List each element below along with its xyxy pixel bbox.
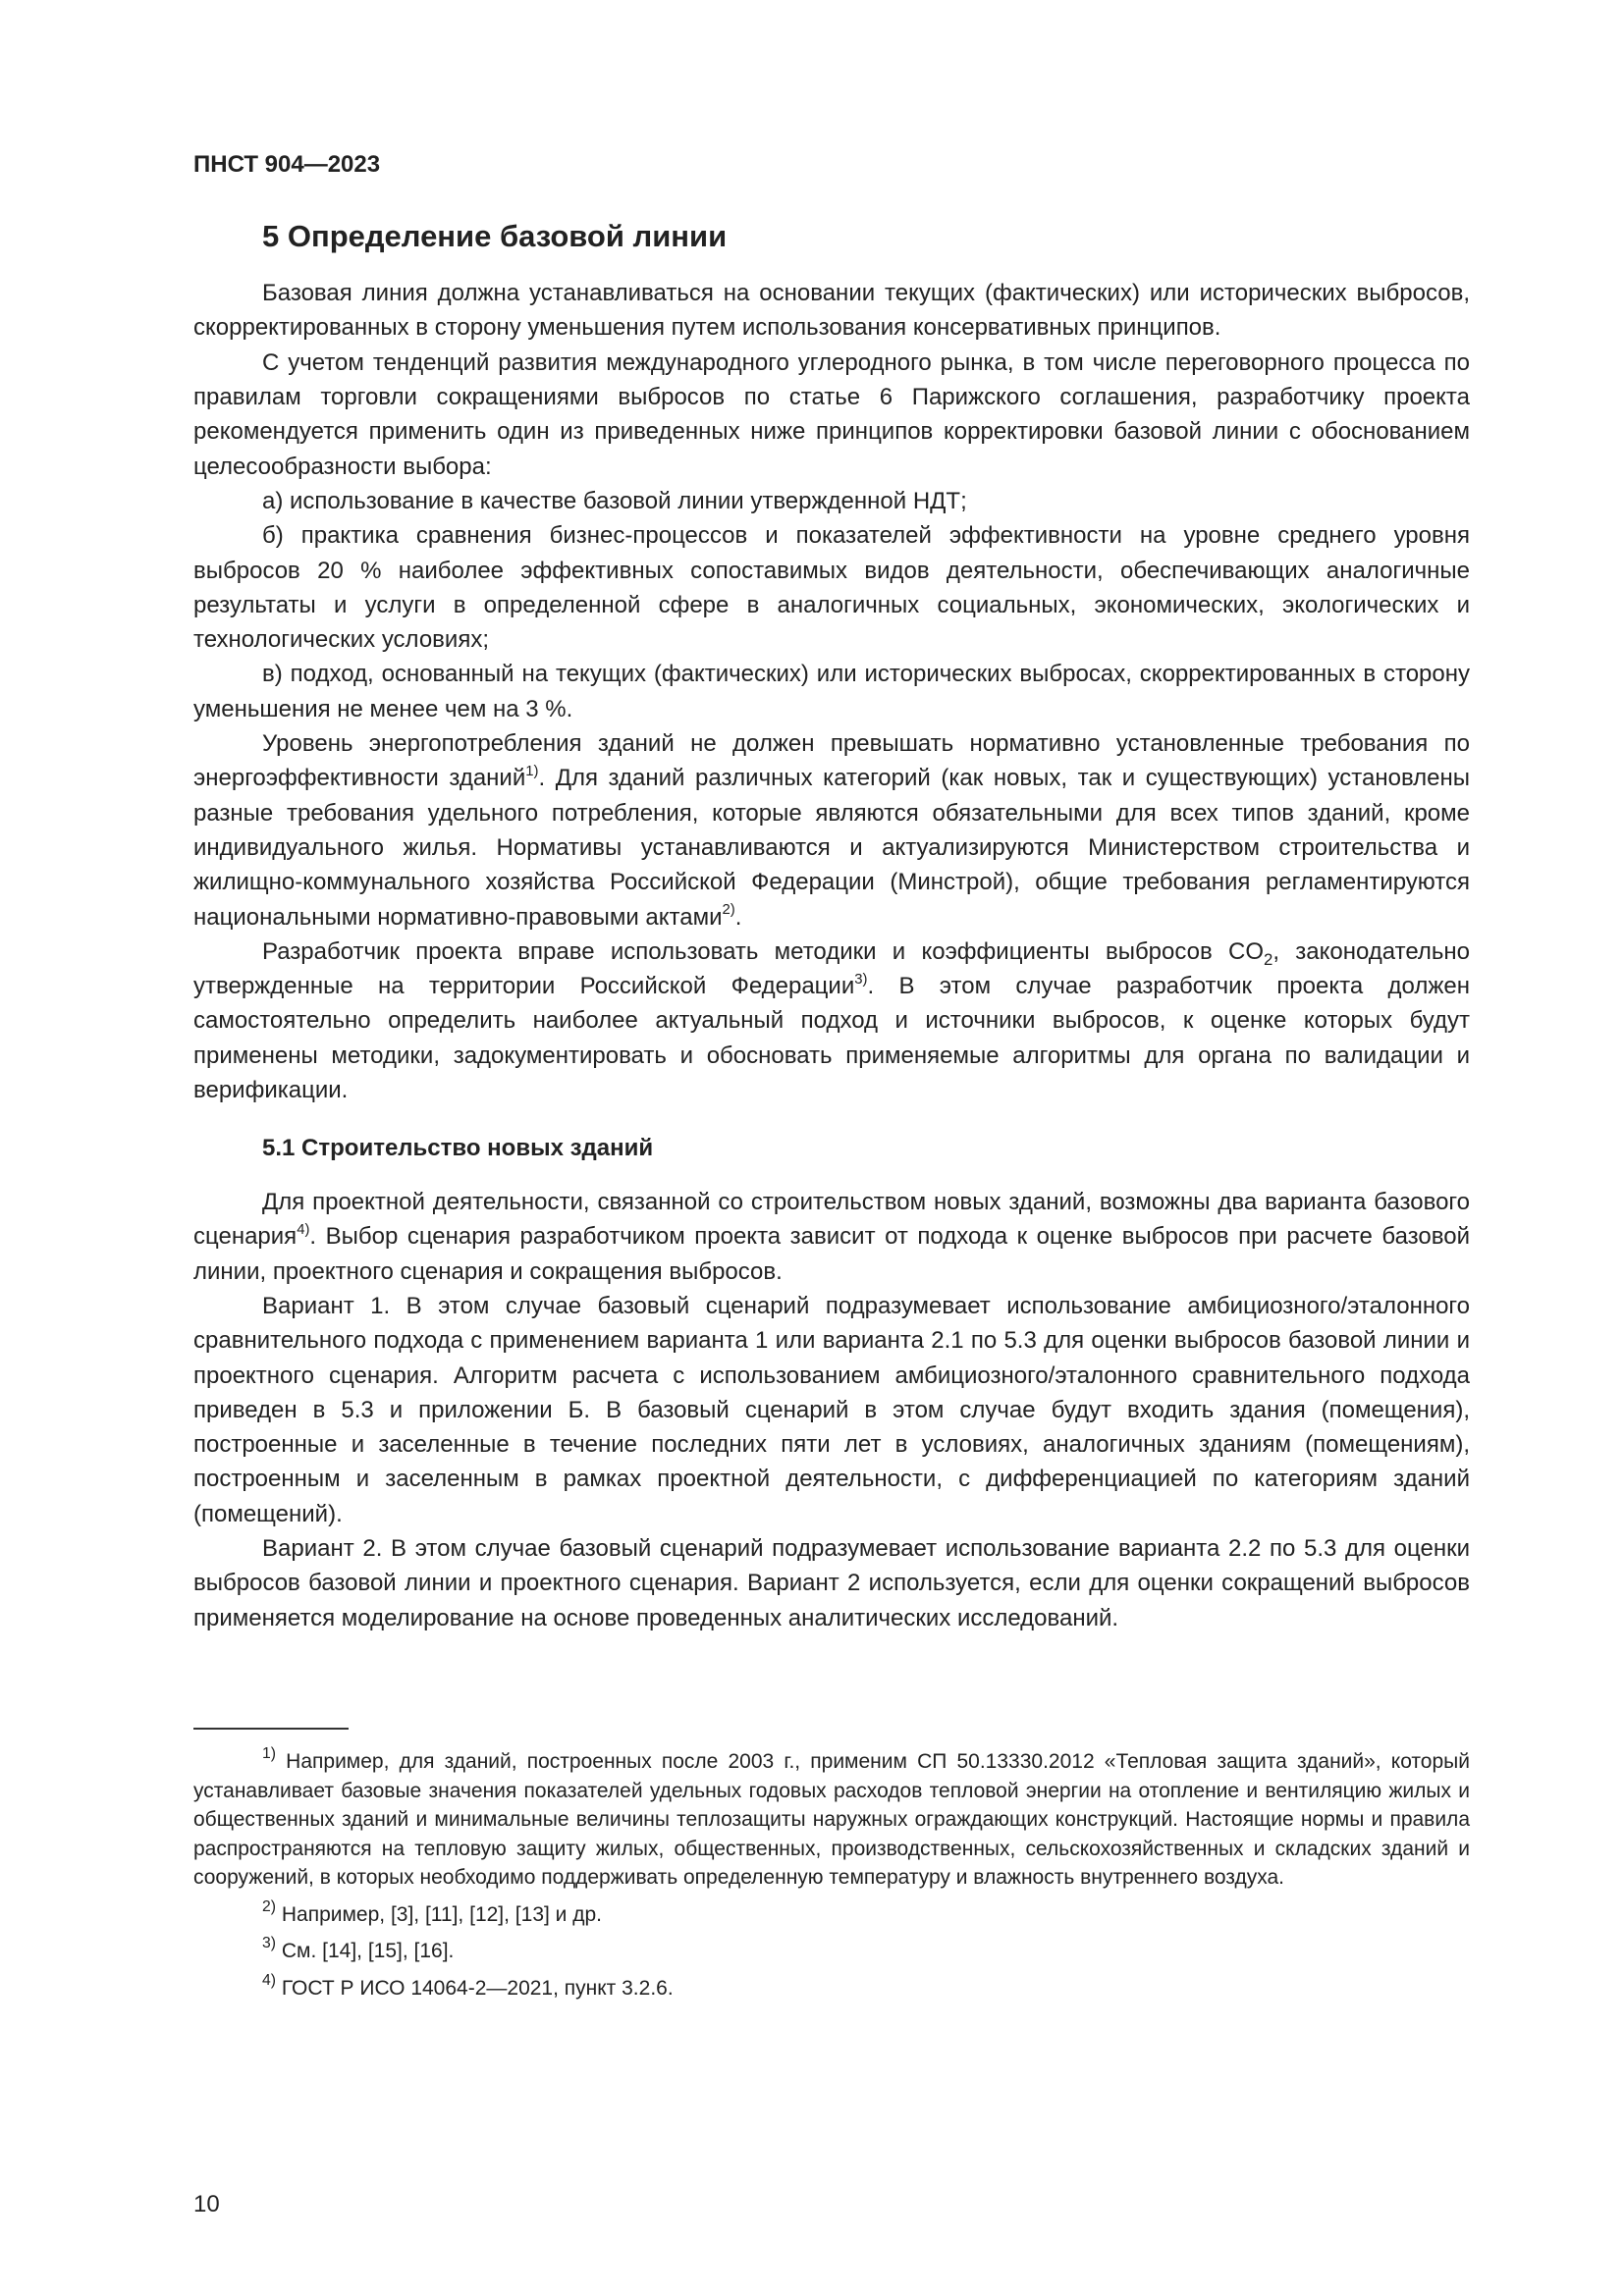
footnote-mark: 1) xyxy=(262,1745,277,1763)
paragraph: С учетом тенденций развития международного углеродного рынка, в том числе переговорного процесса по правилам торговли сокращениями выбросов по статье 6 Парижского соглашения, разработчику проекта рекомендуется применить один из приведенных ниже принципов корректировки базовой линии с обоснованием целесообразности выбора: xyxy=(193,348,1470,480)
footnote-mark: 4) xyxy=(262,1971,277,1989)
paragraph-text: . Выбор сценария разработчиком проекта зависит от подхода к оценке выбросов при расчете базовой линии, проектного сценария и сокращения выбросов. xyxy=(193,1223,1470,1285)
footnote-text: Например, [3], [11], [12], [13] и др. xyxy=(281,1902,602,1926)
footnote-text: ГОСТ Р ИСО 14064-2—2021, пункт 3.2.6. xyxy=(281,1976,674,2000)
footnote-text: См. [14], [15], [16]. xyxy=(281,1940,455,1962)
paragraph-text: Уровень энергопотребления зданий не должен превышать нормативно установленные требования по энергоэффективности зданий xyxy=(193,730,1470,792)
section-title: 5 Определение базовой линии xyxy=(262,219,728,253)
footnote-divider xyxy=(193,1728,349,1730)
footnote-ref[interactable]: 3) xyxy=(854,971,868,988)
footnote xyxy=(193,1937,1470,1966)
footnote xyxy=(193,1897,1470,1930)
footnote-ref[interactable]: 4) xyxy=(297,1221,310,1238)
paragraph-methods xyxy=(193,934,1470,1107)
footnote-ref[interactable]: 2) xyxy=(722,902,735,919)
footnotes xyxy=(193,1728,1470,2010)
main-content xyxy=(193,218,1470,1635)
paragraph: Базовая линия должна устанавливаться на основании текущих (фактических) или исторических выбросов, скорректированных в сторону уменьшения путем использования консервативных принципов. xyxy=(193,280,1470,342)
paragraph-text: . В этом случае разработчик проекта должен самостоятельно определить наиболее актуальный подход и источники выбросов, к оценке которых будут применены методики, задокументировать и обосновать применяемые алгоритмы для органа по валидации и верификации. xyxy=(193,973,1470,1104)
footnote xyxy=(193,1747,1470,1893)
document-code: ПНСТ 904—2023 xyxy=(193,151,381,178)
subscript: 2 xyxy=(1263,949,1273,969)
paragraph-variant-2: Вариант 2. В этом случае базовый сценарий подразумевает использование варианта 2.2 по 5.3 для оценки выбросов базовой линии и проектного сценария. Вариант 2 используется, если для оценки сокращений выбросов применяется моделирование на основе проведенных аналитических исследований. xyxy=(193,1535,1470,1631)
paragraph xyxy=(193,1185,1470,1289)
list-item-a: а) использование в качестве базовой линии утвержденной НДТ; xyxy=(262,487,967,514)
paragraph-variant-1: Вариант 1. В этом случае базовый сценарий подразумевает использование амбициозного/эталонного сравнительного подхода с применением варианта 1 или варианта 2.1 по 5.3 для оценки выбросов базовой линии и проектного сценария. Алгоритм расчета с использованием амбициозного/эталонного сравнительного подхода приведен в 5.3 и приложении Б. В базовый сценарий в этом случае будут входить здания (помещения), построенные и заселенные в течение последних пяти лет в условиях, аналогичных зданиям (помещениям), построенным и заселенным в рамках проектной деятельности, с дифференциацией по категориям зданий (помещений). xyxy=(193,1293,1470,1527)
paragraph-text: , законодательно утвержденные на территории Российской Федерации xyxy=(193,937,1470,1000)
paragraph-energy xyxy=(193,726,1470,934)
paragraph-text: . xyxy=(734,903,742,931)
footnote-mark: 3) xyxy=(262,1935,277,1952)
subsection-title: 5.1 Строительство новых зданий xyxy=(262,1135,654,1162)
paragraph-text: Для проектной деятельности, связанной со строительством новых зданий, возможны два варианта базового сценария xyxy=(193,1189,1470,1251)
footnote-text: Например, для зданий, построенных после 2003 г., применим СП 50.13330.2012 «Тепловая защита зданий», который устанавливает базовые значения показателей удельных годовых расходов тепловой энергии на отопление и вентиляцию жилых и общественных зданий и минимальные величины теплозащиты наружных ограждающих конструкций. Настоящие нормы и правила распространяются на тепловую защиту жилых, общественных, производственных, сельскохозяйственных и складских зданий и сооружений, в которых необходимо поддерживать определенную температуру и влажность внутреннего воздуха. xyxy=(193,1750,1470,1889)
footnote-ref[interactable]: 1) xyxy=(525,763,539,779)
footnote-mark: 2) xyxy=(262,1897,277,1915)
page-number: 10 xyxy=(193,2191,220,2217)
list-item-c: в) подход, основанный на текущих (фактических) или исторических выбросах, скорректированных в сторону уменьшения не менее чем на 3 %. xyxy=(193,661,1470,722)
list-item-b: б) практика сравнения бизнес-процессов и показателей эффективности на уровне среднего уровня выбросов 20 % наиболее эффективных сопоставимых видов деятельности, обеспечивающих аналогичные результаты и услуги в определенной сфере в аналогичных социальных, экономических, экологических и технологических условиях; xyxy=(193,522,1470,654)
footnote xyxy=(193,1971,1470,2003)
paragraph-text: . Для зданий различных категорий (как новых, так и существующих) установлены разные требования удельного потребления, которые являются обязательными для всех типов зданий, кроме индивидуального жилья. Нормативы устанавливаются и актуализируются Министерством строительства и жилищно-коммунального хозяйства Российской Федерации (Минстрой), общие требования регламентируются национальными нормативно-правовыми актами xyxy=(193,765,1470,931)
paragraph-text: Разработчик проекта вправе использовать методики и коэффициенты выбросов CO xyxy=(262,937,1264,965)
